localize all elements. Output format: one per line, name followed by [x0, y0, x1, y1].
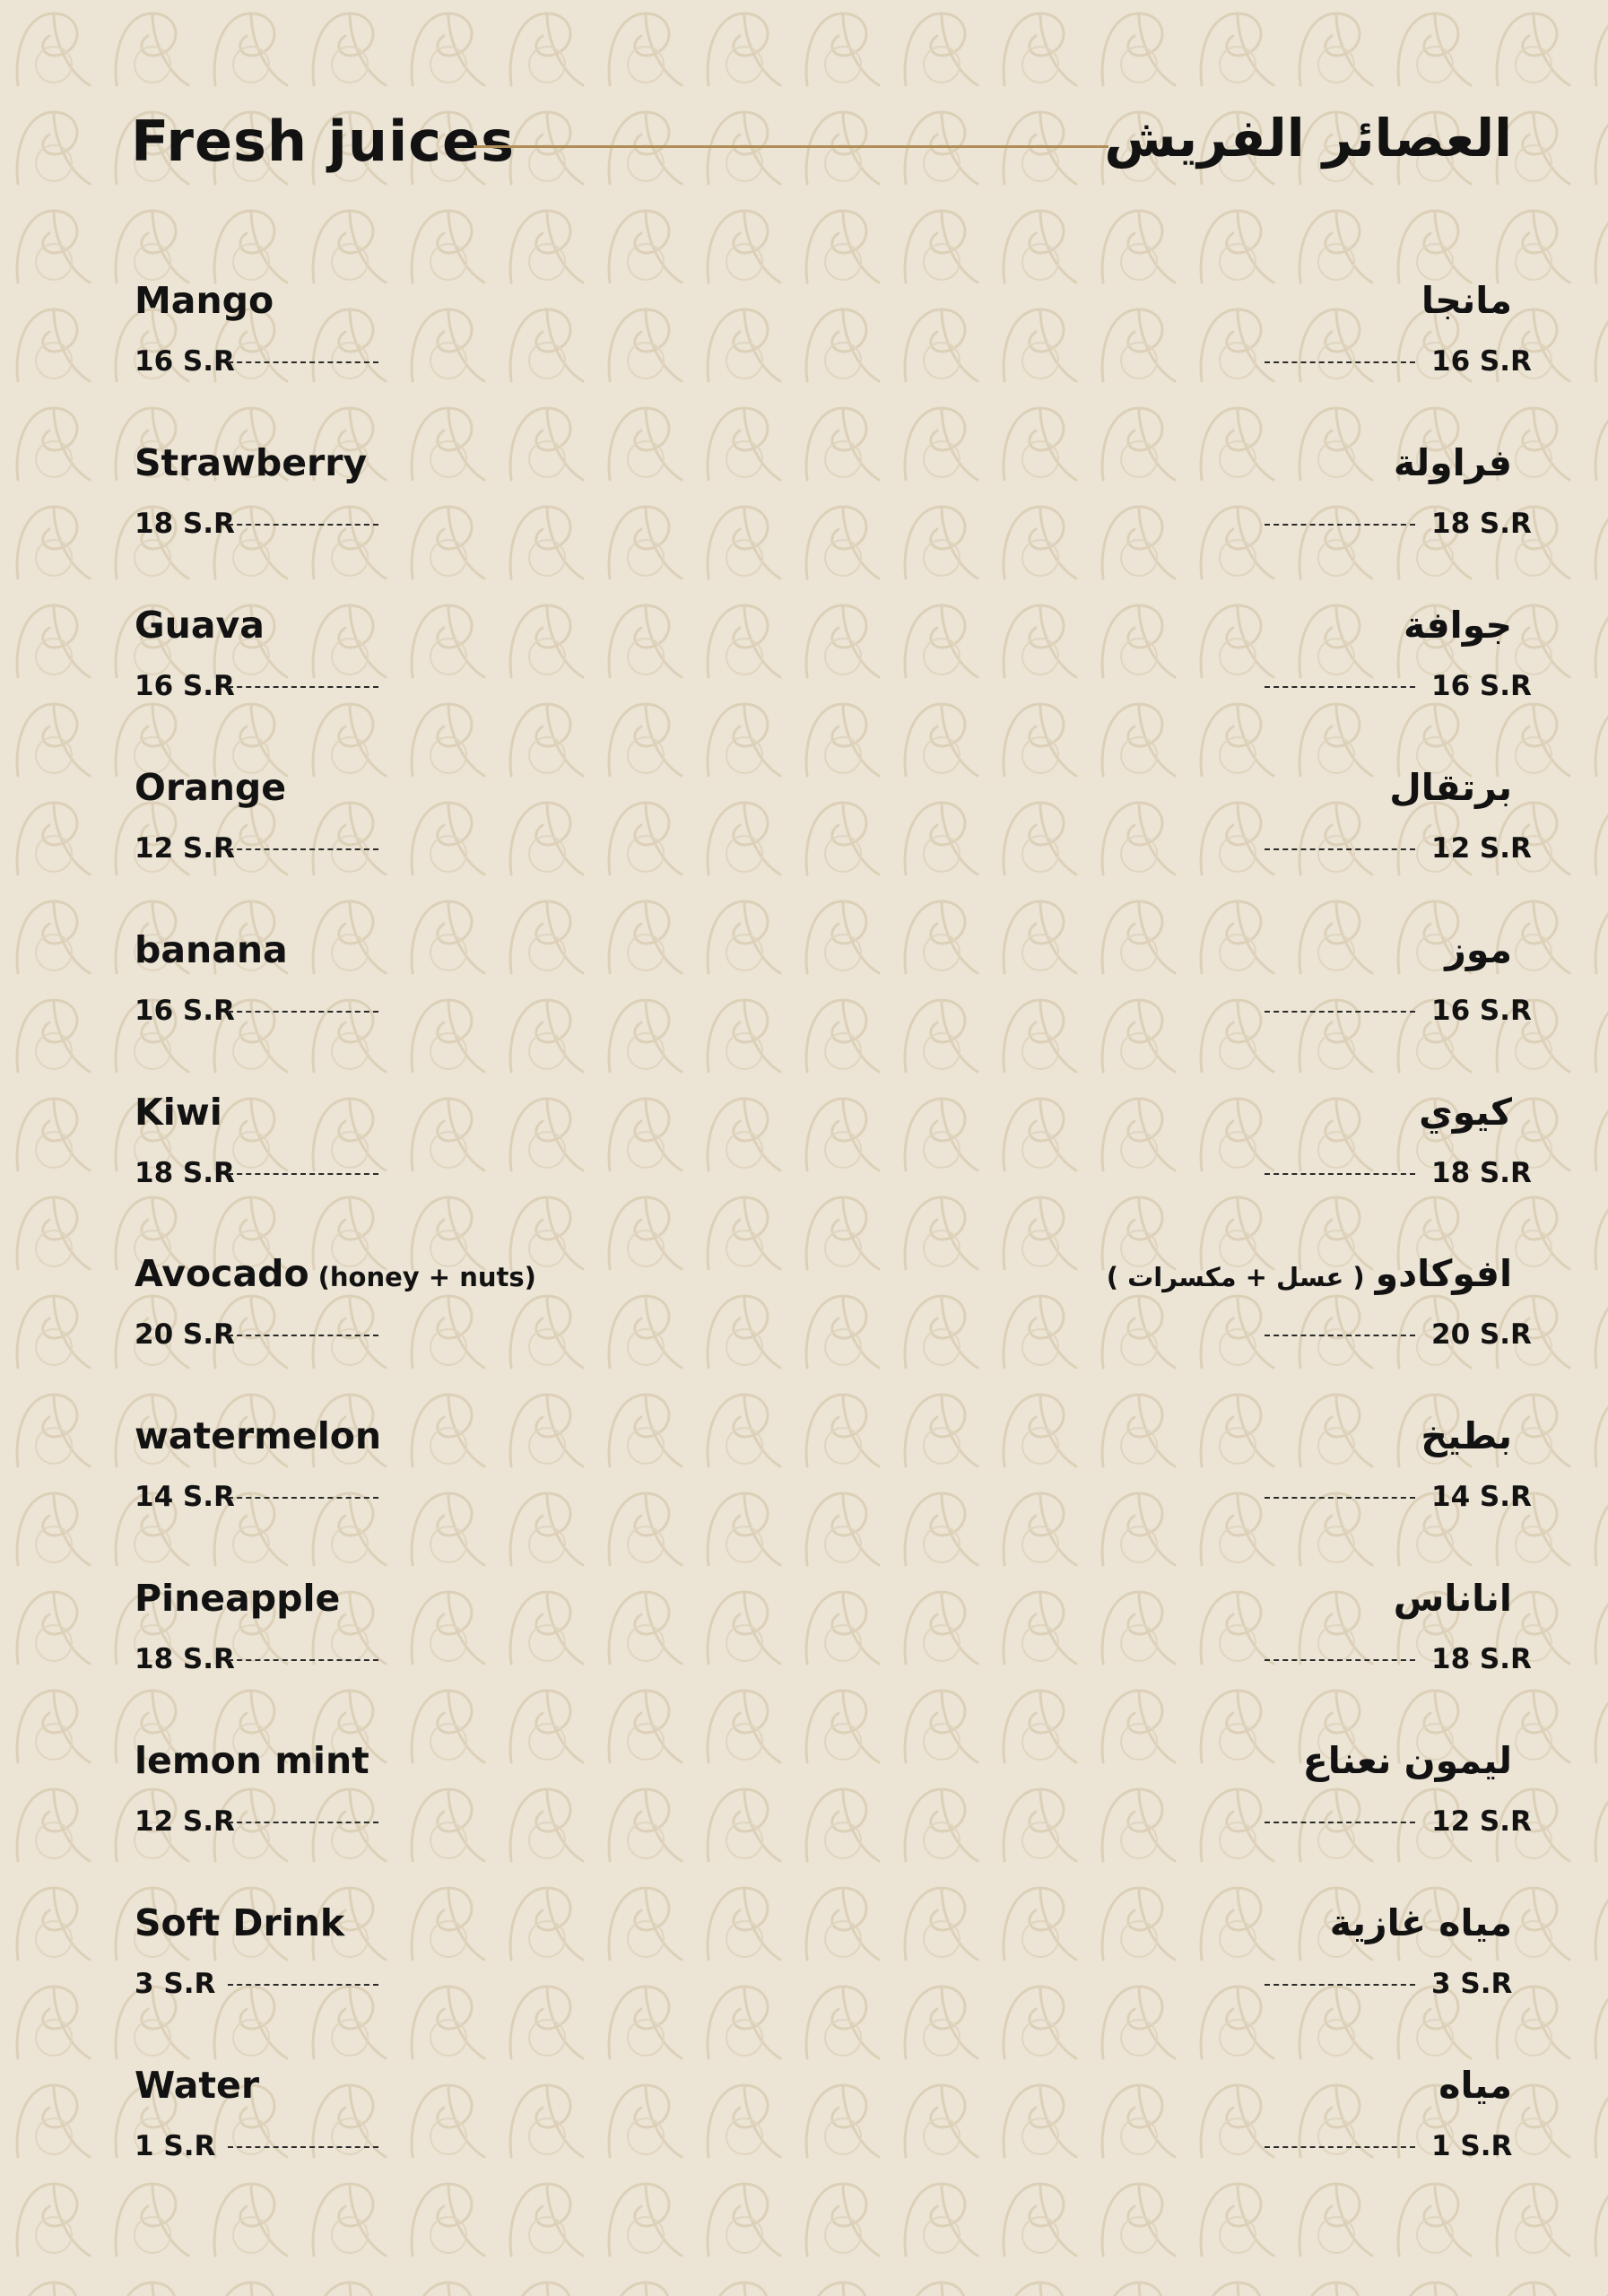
- item-name-ar-text: مياه: [1439, 2064, 1512, 2107]
- price-leader-ar: [1265, 848, 1415, 850]
- item-name-ar-text: برتقال: [1389, 766, 1512, 809]
- price-leader-ar: [1265, 361, 1415, 363]
- item-price-en: 18 S.R: [135, 1643, 235, 1675]
- item-name-ar: [1404, 598, 1512, 652]
- item-price-en: 16 S.R: [135, 670, 235, 702]
- menu-item: [0, 436, 1608, 570]
- price-leader-ar: [1265, 1984, 1415, 1986]
- item-name-ar: [1107, 1247, 1512, 1304]
- item-price-ar: 18 S.R: [1431, 508, 1532, 540]
- price-leader-ar: [1265, 1497, 1415, 1499]
- price-leader-ar: [1265, 524, 1415, 526]
- item-price-ar: 12 S.R: [1431, 1805, 1532, 1838]
- item-name-en-text: Mango: [135, 279, 274, 322]
- item-price-ar: 12 S.R: [1431, 832, 1532, 865]
- item-price-en: 3 S.R: [135, 1968, 216, 2000]
- item-name-en-text: Water: [135, 2064, 260, 2107]
- item-name-ar: [1389, 761, 1512, 814]
- item-name-ar-text: مانجا: [1421, 279, 1512, 322]
- item-price-ar: 16 S.R: [1431, 670, 1532, 702]
- item-price-ar: 1 S.R: [1431, 2130, 1513, 2162]
- item-price-en: 18 S.R: [135, 508, 235, 540]
- item-name-ar-text: موز: [1445, 928, 1512, 971]
- item-name-ar: [1421, 274, 1512, 327]
- item-name-ar: [1445, 923, 1512, 977]
- item-price-ar: 18 S.R: [1431, 1643, 1532, 1675]
- item-name-ar: [1303, 1734, 1512, 1787]
- item-name-en-text: Pineapple: [135, 1577, 341, 1620]
- price-leader-en: [228, 524, 378, 526]
- menu-item: [0, 1896, 1608, 2031]
- menu-item: [0, 1247, 1608, 1381]
- item-name-en-text: Strawberry: [135, 441, 368, 484]
- menu-item: [0, 1409, 1608, 1544]
- item-name-ar: [1419, 1085, 1512, 1139]
- item-price-ar: 16 S.R: [1431, 345, 1532, 378]
- item-price-ar: 14 S.R: [1431, 1481, 1532, 1513]
- price-leader-ar: [1265, 1659, 1415, 1661]
- item-name-en: [135, 1085, 222, 1139]
- item-name-ar: [1421, 1409, 1512, 1463]
- item-name-en: [135, 1409, 381, 1463]
- item-name-ar: [1330, 1896, 1512, 1950]
- section-title-ar: العصائر الفريش: [1104, 108, 1512, 169]
- item-name-en-text: watermelon: [135, 1414, 382, 1457]
- item-name-en: [135, 274, 274, 327]
- item-name-en-text: Orange: [135, 766, 287, 809]
- item-name-en: [135, 761, 286, 814]
- price-leader-en: [228, 686, 378, 688]
- item-price-en: 16 S.R: [135, 345, 235, 378]
- item-name-ar: [1394, 1571, 1512, 1625]
- menu-item: [0, 1571, 1608, 1706]
- price-leader-en: [228, 1011, 378, 1013]
- section-title-en: Fresh juices: [131, 109, 515, 174]
- price-leader-en: [228, 1497, 378, 1499]
- price-leader-ar: [1265, 686, 1415, 688]
- item-price-ar: 20 S.R: [1431, 1318, 1532, 1351]
- price-leader-ar: [1265, 1011, 1415, 1013]
- item-price-ar: 18 S.R: [1431, 1157, 1532, 1189]
- menu-item: [0, 598, 1608, 733]
- item-name-en-text: Guava: [135, 604, 265, 647]
- item-price-en: 12 S.R: [135, 1805, 235, 1838]
- item-name-en: [135, 1571, 340, 1625]
- item-name-en-text: lemon mint: [135, 1739, 369, 1782]
- item-price-en: 16 S.R: [135, 995, 235, 1027]
- item-name-ar-text: مياه غازية: [1329, 1901, 1512, 1944]
- item-name-ar-text: جوافة: [1403, 604, 1512, 647]
- price-leader-en: [228, 848, 378, 850]
- item-price-ar: 16 S.R: [1431, 995, 1532, 1027]
- item-price-en: 18 S.R: [135, 1157, 235, 1189]
- price-leader-en: [228, 2146, 378, 2148]
- item-price-en: 1 S.R: [135, 2130, 216, 2162]
- item-name-ar-text: بطيخ: [1421, 1414, 1512, 1457]
- item-name-ar-text: افوكادو: [1375, 1252, 1512, 1295]
- item-note-ar: ( عسل + مكسرات ): [1106, 1262, 1365, 1292]
- menu-item: [0, 923, 1608, 1057]
- item-name-en: [135, 1247, 536, 1304]
- item-name-en: [135, 923, 288, 977]
- price-leader-en: [228, 1173, 378, 1175]
- item-name-ar: [1439, 2058, 1512, 2112]
- menu-item: [0, 1734, 1608, 1868]
- item-name-en-text: banana: [135, 928, 288, 971]
- item-price-en: 14 S.R: [135, 1481, 235, 1513]
- item-name-ar-text: كيوي: [1419, 1091, 1512, 1134]
- price-leader-en: [228, 1335, 378, 1336]
- item-name-ar-text: ليمون نعناع: [1302, 1739, 1512, 1782]
- price-leader-ar: [1265, 2146, 1415, 2148]
- item-name-en: [135, 1896, 344, 1950]
- item-price-en: 20 S.R: [135, 1318, 235, 1351]
- item-name-en: [135, 436, 367, 490]
- item-name-en: [135, 2058, 259, 2112]
- item-name-ar-text: فراولة: [1393, 441, 1512, 484]
- item-price-en: 12 S.R: [135, 832, 235, 865]
- menu-item: [0, 1085, 1608, 1220]
- price-leader-en: [228, 1659, 378, 1661]
- item-name-en-text: Kiwi: [135, 1091, 222, 1134]
- price-leader-ar: [1265, 1335, 1415, 1336]
- menu-item: [0, 761, 1608, 895]
- price-leader-en: [228, 1822, 378, 1823]
- item-name-en: [135, 1734, 369, 1787]
- item-name-ar-text: اناناس: [1393, 1577, 1512, 1620]
- menu-item: [0, 2058, 1608, 2193]
- item-name-ar: [1394, 436, 1512, 490]
- header-divider: [474, 145, 1108, 148]
- item-name-en-text: Avocado: [135, 1252, 309, 1295]
- item-name-en: [135, 598, 265, 652]
- menu-item: [0, 274, 1608, 408]
- price-leader-ar: [1265, 1173, 1415, 1175]
- item-name-en-text: Soft Drink: [135, 1901, 345, 1944]
- price-leader-ar: [1265, 1822, 1415, 1823]
- item-price-ar: 3 S.R: [1431, 1968, 1513, 2000]
- item-note-en: (honey + nuts): [317, 1262, 536, 1292]
- price-leader-en: [228, 1984, 378, 1986]
- price-leader-en: [228, 361, 378, 363]
